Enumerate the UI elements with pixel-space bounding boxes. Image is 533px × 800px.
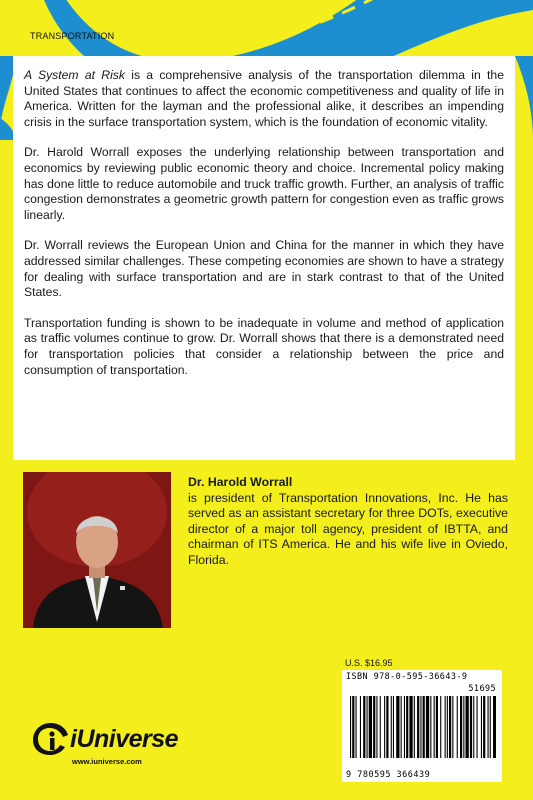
blurb-paragraph-1-text: is a comprehensive analysis of the transportation dilemma in the United States that continues to affect the economic competitiveness and quality of life in America. Written for the layman and the professional alike, it describes an impending crisis in the surface transportation system, which is the foundation of economic vitality. [24, 68, 504, 129]
category-label: TRANSPORTATION [30, 31, 115, 41]
author-photo [23, 472, 171, 628]
author-bio-text: is president of Transportation Innovations, Inc. He has served as an assistant secretary for three DOTs, executive director of a major toll agency, president of IBTTA, and chairman of ITS America. He and his wife live in Oviedo, Florida. [188, 490, 508, 567]
author-name: Dr. Harold Worrall [188, 475, 293, 489]
iuniverse-swirl-icon [32, 721, 70, 757]
barcode-digits: 9 780595 366439 [346, 770, 431, 780]
author-bio [188, 475, 508, 569]
blurb-paragraph-4: Transportation funding is shown to be inadequate in volume and method of application as traffic volumes continue to grow. Dr. Worrall shows that there is a demonstrated need for transportation policies that consider a relationship between the price and consumption of transportation. [24, 315, 504, 377]
isbn-barcode-box [342, 670, 502, 782]
price-label: U.S. $16.95 [345, 658, 393, 668]
blurb-paragraph-2: Dr. Harold Worrall exposes the underlying relationship between transportation and economics by reviewing public economic theory and choice. Incremental policy making has done little to reduce automobile and truck traffic growth. Further, an analysis of traffic congestion demonstrates a geometric growth pattern for congestion even as traffic grows linearly. [24, 145, 504, 222]
publisher-url: www.iuniverse.com [72, 757, 142, 766]
price-supplement: 51695 [468, 684, 496, 694]
isbn-text: ISBN 978-0-595-36643-9 [346, 672, 468, 682]
blurb-paragraph-1 [24, 68, 504, 130]
publisher-name: iUniverse [70, 725, 179, 753]
back-cover-blurb [13, 56, 515, 460]
barcode-graphic [348, 696, 496, 766]
book-title: A System at Risk [24, 68, 125, 82]
blurb-paragraph-3: Dr. Worrall reviews the European Union and China for the manner in which they have addressed similar challenges. These competing economies are shown to have a strategy for dealing with surface transportation and are in stark contrast to that of the United States. [24, 238, 504, 300]
